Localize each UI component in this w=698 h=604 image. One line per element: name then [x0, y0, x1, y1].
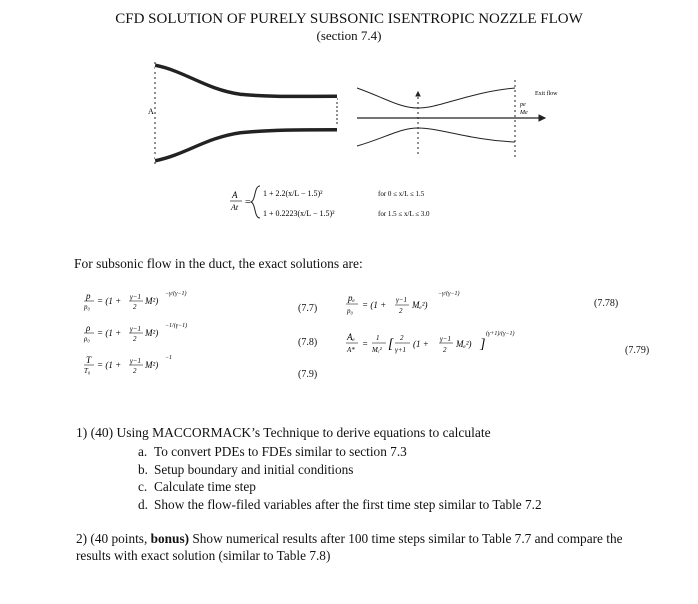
svg-text:γ+1: γ+1: [395, 346, 406, 354]
question-2: 2) (40 points, bonus) Show numerical results after 100 time steps similar to Table 7.7 and compare the results with exact solution (similar to Table 7.8): [76, 531, 623, 563]
svg-text:2: 2: [400, 334, 404, 342]
svg-text:=: =: [245, 197, 251, 208]
exact-solution-equations-right: [340, 280, 580, 370]
svg-text:Mₑ²: Mₑ²: [372, 346, 382, 354]
svg-text:1: 1: [376, 334, 380, 342]
svg-text:A*: A*: [347, 346, 355, 354]
svg-text:−1/(γ−1): −1/(γ−1): [165, 323, 188, 329]
equation-7-79: [346, 330, 515, 354]
svg-text:γ−1: γ−1: [130, 357, 141, 365]
svg-text:M²): M²): [145, 296, 159, 306]
svg-text:= (1 +: = (1 +: [97, 360, 122, 370]
svg-text:Mₑ²): Mₑ²): [456, 339, 472, 349]
svg-text:]: ]: [480, 337, 486, 352]
equation-7-8: [83, 322, 187, 343]
svg-text:γ−1: γ−1: [440, 335, 451, 343]
area-case-2-expression: 1 + 0.2223(x/L − 1.5)²: [263, 209, 335, 218]
svg-text:p: p: [86, 291, 91, 301]
svg-text:(γ+1)/(γ−1): (γ+1)/(γ−1): [486, 331, 515, 337]
list-item: d. Show the flow-filed variables after the first time step similar to Table 7.2: [138, 496, 542, 512]
svg-text:2: 2: [133, 303, 137, 311]
area-ratio-numerator: A: [232, 190, 238, 200]
equation-number-7-9: (7.9): [298, 369, 318, 380]
svg-text:γ−1: γ−1: [396, 296, 407, 304]
svg-text:= (1 +: = (1 +: [97, 296, 122, 306]
svg-text:[: [: [388, 337, 394, 352]
area-function-equation: [220, 178, 480, 228]
svg-text:−1: −1: [165, 355, 173, 361]
inlet-label: A: [148, 107, 154, 116]
nozzle-shape-right: [357, 80, 545, 160]
svg-text:ρ: ρ: [86, 323, 91, 333]
bonus-label: bonus): [150, 531, 190, 546]
svg-text:= (1 +: = (1 +: [362, 300, 387, 310]
area-case-1-condition: for 0 ≤ x/L ≤ 1.5: [378, 190, 425, 198]
equation-number-7-8: (7.8): [298, 337, 318, 348]
svg-text:pₑ: pₑ: [348, 293, 355, 303]
svg-text:2: 2: [133, 367, 137, 375]
svg-text:p₀: p₀: [84, 303, 90, 311]
equation-number-7-78: (7.78): [594, 298, 619, 309]
equation-number-7-79: (7.79): [625, 345, 650, 356]
page-title: CFD SOLUTION OF PURELY SUBSONIC ISENTROPIC NOZZLE FLOW: [115, 11, 583, 27]
exit-pressure-label: pe: [520, 102, 526, 108]
svg-text:−γ/(γ−1): −γ/(γ−1): [165, 291, 187, 297]
equation-7-9: [84, 355, 172, 375]
svg-text:(1 +: (1 +: [413, 339, 429, 349]
list-item: c. Calculate time step: [138, 479, 256, 494]
exact-solution-equations-left: [80, 285, 330, 385]
svg-text:T: T: [86, 355, 92, 365]
list-item: a. To convert PDEs to FDEs similar to section 7.3: [138, 444, 407, 459]
svg-text:p₀: p₀: [347, 307, 353, 315]
svg-text:2: 2: [443, 346, 447, 354]
svg-text:T₀: T₀: [84, 367, 91, 375]
exit-flow-label: Exit flow: [535, 91, 558, 97]
area-case-2-condition: for 1.5 ≤ x/L ≤ 3.0: [378, 210, 430, 218]
svg-text:Mₑ²): Mₑ²): [412, 300, 428, 310]
svg-text:2: 2: [133, 335, 137, 343]
svg-text:= (1 +: = (1 +: [97, 328, 122, 338]
list-item: b. Setup boundary and initial conditions: [138, 461, 354, 477]
svg-text:M²): M²): [145, 328, 159, 338]
svg-text:γ−1: γ−1: [130, 293, 141, 301]
equation-7-7: [83, 290, 187, 311]
svg-text:Aₑ: Aₑ: [347, 332, 355, 342]
exit-mach-label: Me: [520, 110, 528, 116]
equation-7-78: [346, 290, 460, 315]
svg-text:=: =: [362, 339, 369, 349]
svg-text:M²): M²): [145, 360, 159, 370]
equation-number-7-7: (7.7): [298, 303, 318, 314]
svg-text:γ−1: γ−1: [130, 325, 141, 333]
svg-text:−γ/(γ−1): −γ/(γ−1): [438, 291, 460, 297]
question-1-subitems: [138, 443, 542, 513]
area-ratio-denominator: At: [231, 203, 239, 212]
svg-text:ρ₀: ρ₀: [84, 335, 90, 343]
intro-text: For subsonic flow in the duct, the exact solutions are:: [74, 256, 363, 271]
question-1: 1) (40) Using MACCORMACK’s Technique to derive equations to calculate: [76, 425, 491, 440]
nozzle-shape-left: [155, 62, 337, 165]
svg-text:2: 2: [399, 307, 403, 315]
area-case-1-expression: 1 + 2.2(x/L − 1.5)²: [263, 189, 323, 198]
section-reference: (section 7.4): [316, 28, 382, 43]
